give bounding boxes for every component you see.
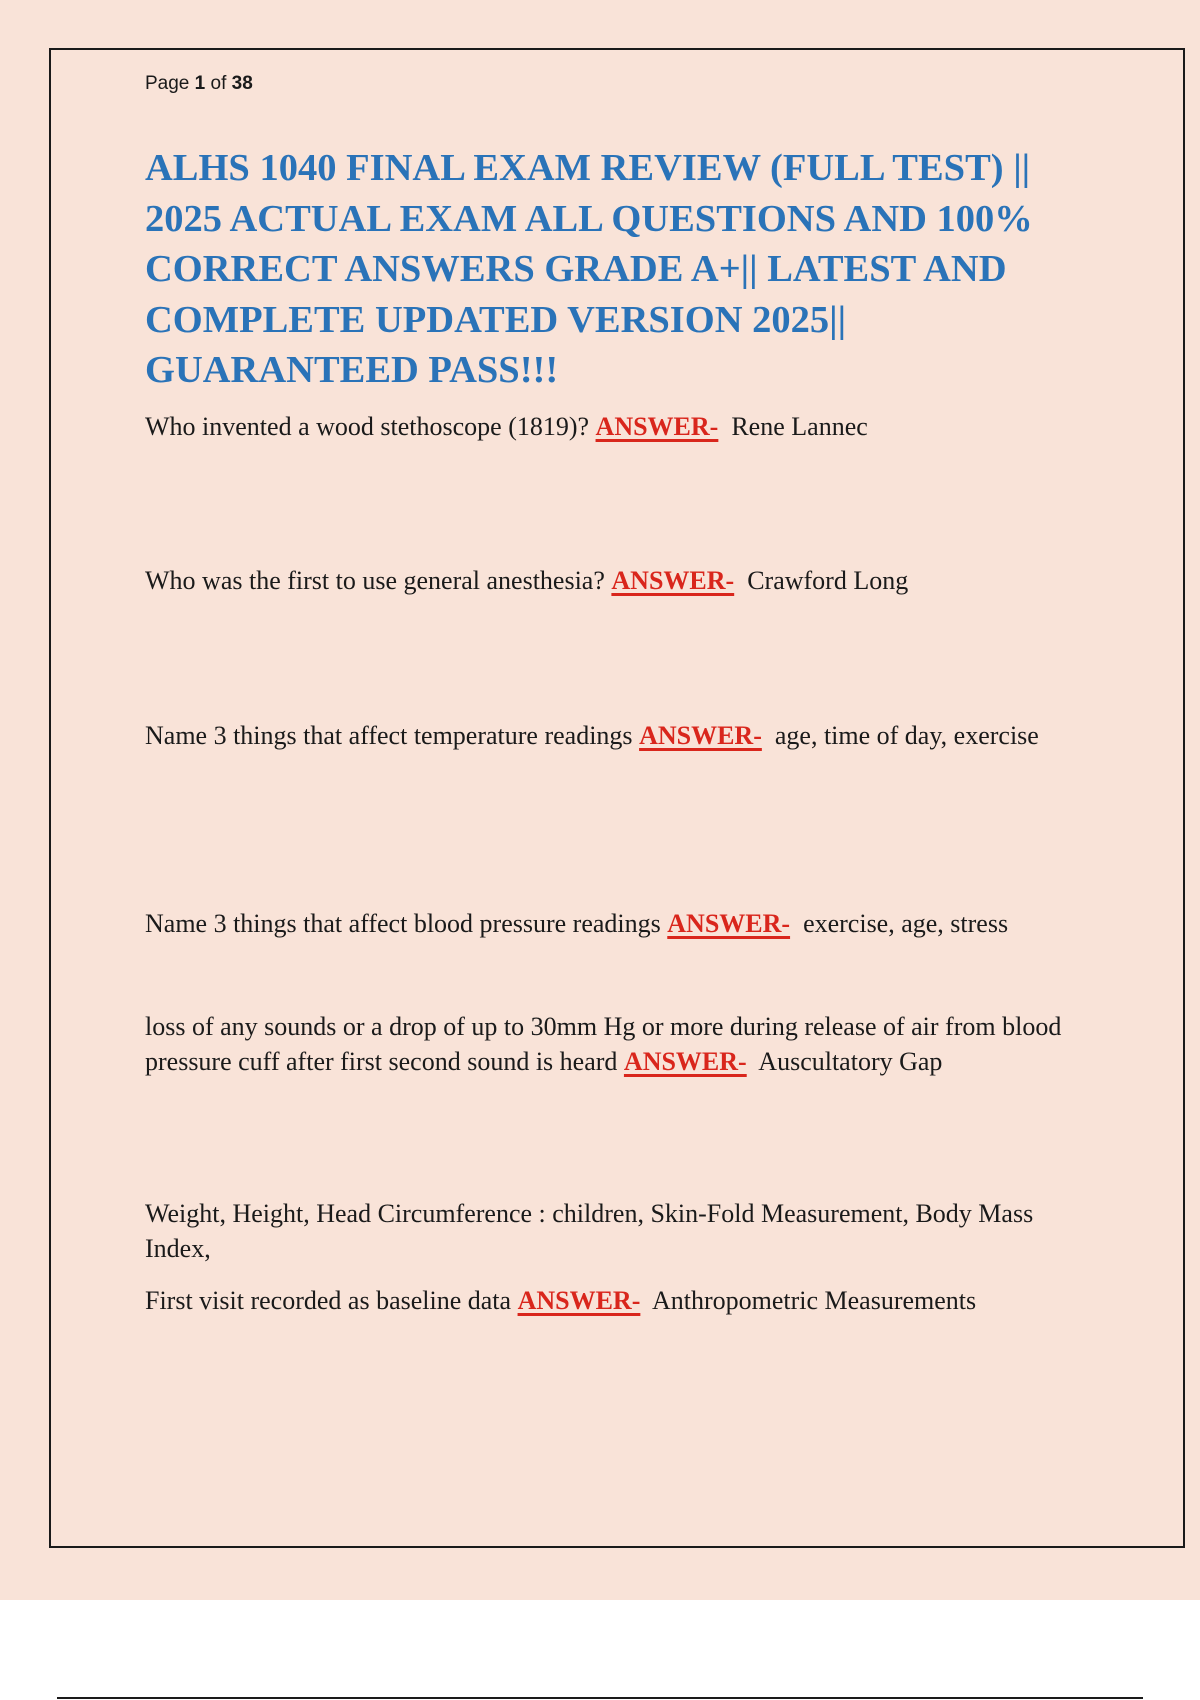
qa-item-6-line-2 [145,1283,1095,1318]
page-number-prefix: Page [145,73,190,94]
question-text: loss of any sounds or a drop of up to 30mm Hg or more during release of air from blood pressure cuff after first second sound is heard [145,1012,1062,1076]
qa-item-6-line-1 [145,1196,1095,1266]
answer-label: ANSWER- [623,1047,747,1076]
page-number-of: of [210,73,227,94]
answer-label: ANSWER- [517,1286,641,1315]
answer-text: exercise, age, stress [803,909,1009,938]
question-text: Who was the first to use general anesthesia? [145,566,605,595]
qa-item-1 [145,409,1095,444]
answer-text: Anthropometric Measurements [651,1286,977,1315]
answer-text: Crawford Long [747,566,909,595]
qa-item-2 [145,563,1095,598]
question-text: First visit recorded as baseline data [145,1286,512,1315]
answer-label: ANSWER- [611,566,735,595]
document-title: ALHS 1040 FINAL EXAM REVIEW (FULL TEST) || 2025 ACTUAL EXAM ALL QUESTIONS AND 100% CORRECT ANSWERS GRADE A+|| LATEST AND COMPLETE UPDATED VERSION 2025|| GUARANTEED PASS!!! [145,147,1033,391]
answer-text: age, time of day, exercise [774,721,1039,750]
page-number-current: 1 [194,73,206,94]
next-page-top-rule [57,1697,1143,1699]
question-text: Name 3 things that affect temperature readings [145,721,633,750]
page-number [145,73,253,95]
qa-item-3 [145,718,1095,753]
answer-label: ANSWER- [667,909,791,938]
answer-text: Rene Lannec [731,412,868,441]
answer-text: Auscultatory Gap [758,1047,943,1076]
question-text: Name 3 things that affect blood pressure readings [145,909,661,938]
qa-item-5 [145,1009,1095,1079]
question-text: Who invented a wood stethoscope (1819)? [145,412,590,441]
answer-label: ANSWER- [639,721,762,750]
answer-label: ANSWER- [595,412,719,441]
qa-item-4 [145,906,1095,941]
page-number-total: 38 [231,73,253,94]
question-text: Weight, Height, Head Circumference : children, Skin-Fold Measurement, Body Mass Index, [145,1199,1034,1263]
